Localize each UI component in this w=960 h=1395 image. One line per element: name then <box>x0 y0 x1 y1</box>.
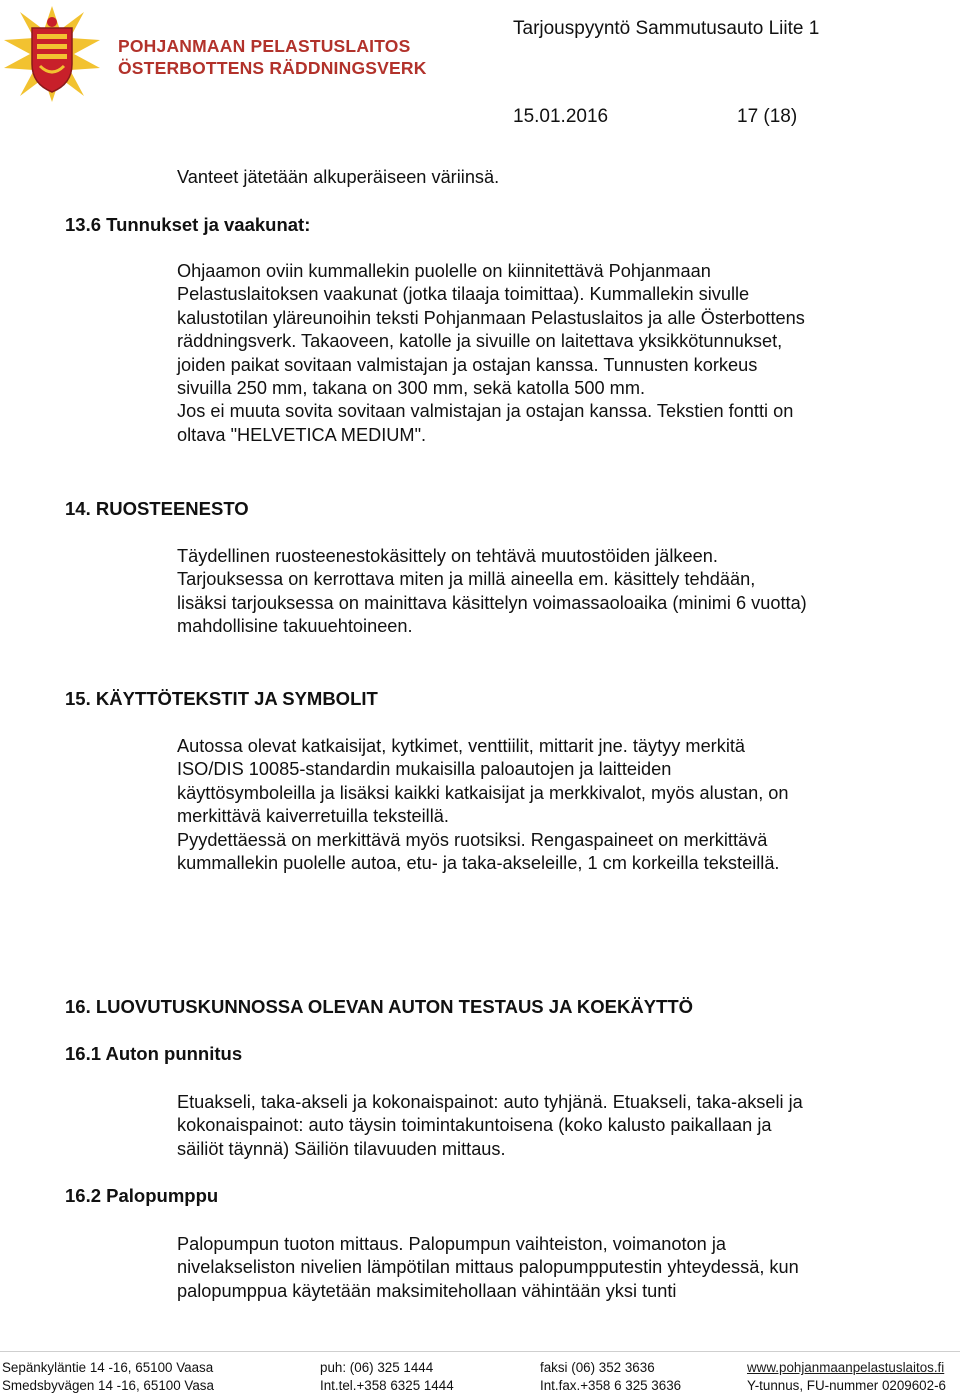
footer-web <box>747 1359 946 1395</box>
footer-divider <box>0 1351 960 1352</box>
document-title: Tarjouspyyntö Sammutusauto Liite 1 <box>513 18 820 39</box>
paragraph-line: Ohjaamon oviin kummallekin puolelle on kiinnitettävä Pohjanmaan <box>177 261 711 281</box>
paragraph-line: Vanteet jätetään alkuperäiseen väriinsä. <box>177 167 500 187</box>
paragraph-line: lisäksi tarjouksessa on mainittava käsittelyn voimassaoloaika (minimi 6 vuotta) <box>177 592 807 613</box>
paragraph-line: Tarjouksessa on kerrottava miten ja millä aineella em. käsittely tehdään, <box>177 569 756 590</box>
paragraph-line: kalustotilan yläreunoihin teksti Pohjanmaan Pelastuslaitos ja alle Österbottens <box>177 307 805 328</box>
page-number: 17 (18) <box>737 106 798 127</box>
paragraph-line: Etuakseli, taka-akseli ja kokonaispainot: auto tyhjänä. Etuakseli, taka-akseli ja <box>177 1092 803 1112</box>
address-fi: Sepänkyläntie 14 -16, 65100 Vaasa <box>2 1360 214 1375</box>
paragraph-line: ISO/DIS 10085-standardin mukaisilla paloautojen ja laitteiden <box>177 759 672 780</box>
paragraph-line: sivuilla 250 mm, takana on 300 mm, sekä katolla 500 mm. <box>177 378 646 399</box>
website-link[interactable]: www.pohjanmaanpelastuslaitos.fi <box>747 1360 945 1375</box>
section-15-heading: 15. KÄYTTÖTEKSTIT JA SYMBOLIT <box>65 688 378 709</box>
paragraph-line: palopumppua käytetään maksimitehollaan vähintään yksi tunti <box>177 1280 677 1301</box>
paragraph-line: oltava "HELVETICA MEDIUM". <box>177 424 427 445</box>
section-16-heading: 16. LUOVUTUSKUNNOSSA OLEVAN AUTON TESTAUS JA KOEKÄYTTÖ <box>65 996 694 1017</box>
phone-fi: puh: (06) 325 1444 <box>320 1360 434 1375</box>
fax-fi: faksi (06) 352 3636 <box>540 1360 655 1375</box>
section-16-2-paragraph <box>177 1233 917 1303</box>
section-13-6-paragraph <box>177 260 917 447</box>
paragraph-line: räddningsverk. Takaoveen, katolle ja sivuille on laitettava yksikkötunnukset, <box>177 331 783 352</box>
paragraph-line: Pyydettäessä on merkittävä myös ruotsiksi. Rengaspaineet on merkittävä <box>177 829 768 850</box>
paragraph-line: kokonaispainot: auto täysin toimintakuntoisena (koko kalusto paikallaan ja <box>177 1115 772 1136</box>
organization-name-sv: ÖSTERBOTTENS RÄDDNINGSVERK <box>118 58 427 78</box>
section-16-2-heading: 16.2 Palopumppu <box>65 1185 219 1206</box>
wheels-paragraph <box>177 166 917 189</box>
footer-phone <box>320 1359 454 1395</box>
fax-sv: Int.fax.+358 6 325 3636 <box>540 1378 682 1393</box>
section-16-1-paragraph <box>177 1091 917 1161</box>
section-14-paragraph <box>177 545 917 639</box>
footer-fax <box>540 1359 681 1395</box>
paragraph-line: nivelakseliston nivelien lämpötilan mittaus palopumpputestin yhteydessä, kun <box>177 1257 799 1278</box>
paragraph-line: Pelastuslaitoksen vaakunat (jotka tilaaja toimittaa). Kummallekin sivulle <box>177 284 750 305</box>
business-id: Y-tunnus, FU-nummer 0209602-6 <box>747 1378 946 1393</box>
document-date: 15.01.2016 <box>513 106 609 127</box>
paragraph-line: kummallekin puolelle autoa, etu- ja taka-akseleille, 1 cm korkeilla teksteillä. <box>177 853 780 874</box>
paragraph-line: mahdollisine takuuehtoineen. <box>177 616 413 637</box>
phone-sv: Int.tel.+358 6325 1444 <box>320 1378 454 1393</box>
paragraph-line: Täydellinen ruosteenestokäsittely on tehtävä muutostöiden jälkeen. <box>177 546 718 566</box>
paragraph-line: Autossa olevat katkaisijat, kytkimet, venttiilit, mittarit jne. täytyy merkitä <box>177 736 746 756</box>
paragraph-line: käyttösymboleilla ja lisäksi kaikki katkaisijat ja merkkivalot, myös alustan, on <box>177 782 789 803</box>
section-15-paragraph <box>177 735 917 875</box>
section-13-6-heading: 13.6 Tunnukset ja vaakunat: <box>65 214 311 235</box>
coat-of-arms-icon <box>2 4 102 104</box>
paragraph-line: säiliöt täynnä) Säiliön tilavuuden mittaus. <box>177 1138 506 1159</box>
paragraph-line: Jos ei muuta sovita sovitaan valmistajan ja ostajan kanssa. Tekstien fontti on <box>177 401 794 422</box>
paragraph-line: merkittävä kaiverretuilla teksteillä. <box>177 806 449 827</box>
section-16-1-heading: 16.1 Auton punnitus <box>65 1043 243 1064</box>
section-14-heading: 14. RUOSTEENESTO <box>65 498 249 519</box>
footer-address <box>2 1359 214 1395</box>
organization-name-fi: POHJANMAAN PELASTUSLAITOS <box>118 36 411 56</box>
address-sv: Smedsbyvägen 14 -16, 65100 Vasa <box>2 1378 214 1393</box>
paragraph-line: Palopumpun tuoton mittaus. Palopumpun vaihteiston, voimanoton ja <box>177 1234 726 1254</box>
paragraph-line: joiden paikat sovitaan valmistajan ja ostajan kanssa. Tunnusten korkeus <box>177 354 758 375</box>
